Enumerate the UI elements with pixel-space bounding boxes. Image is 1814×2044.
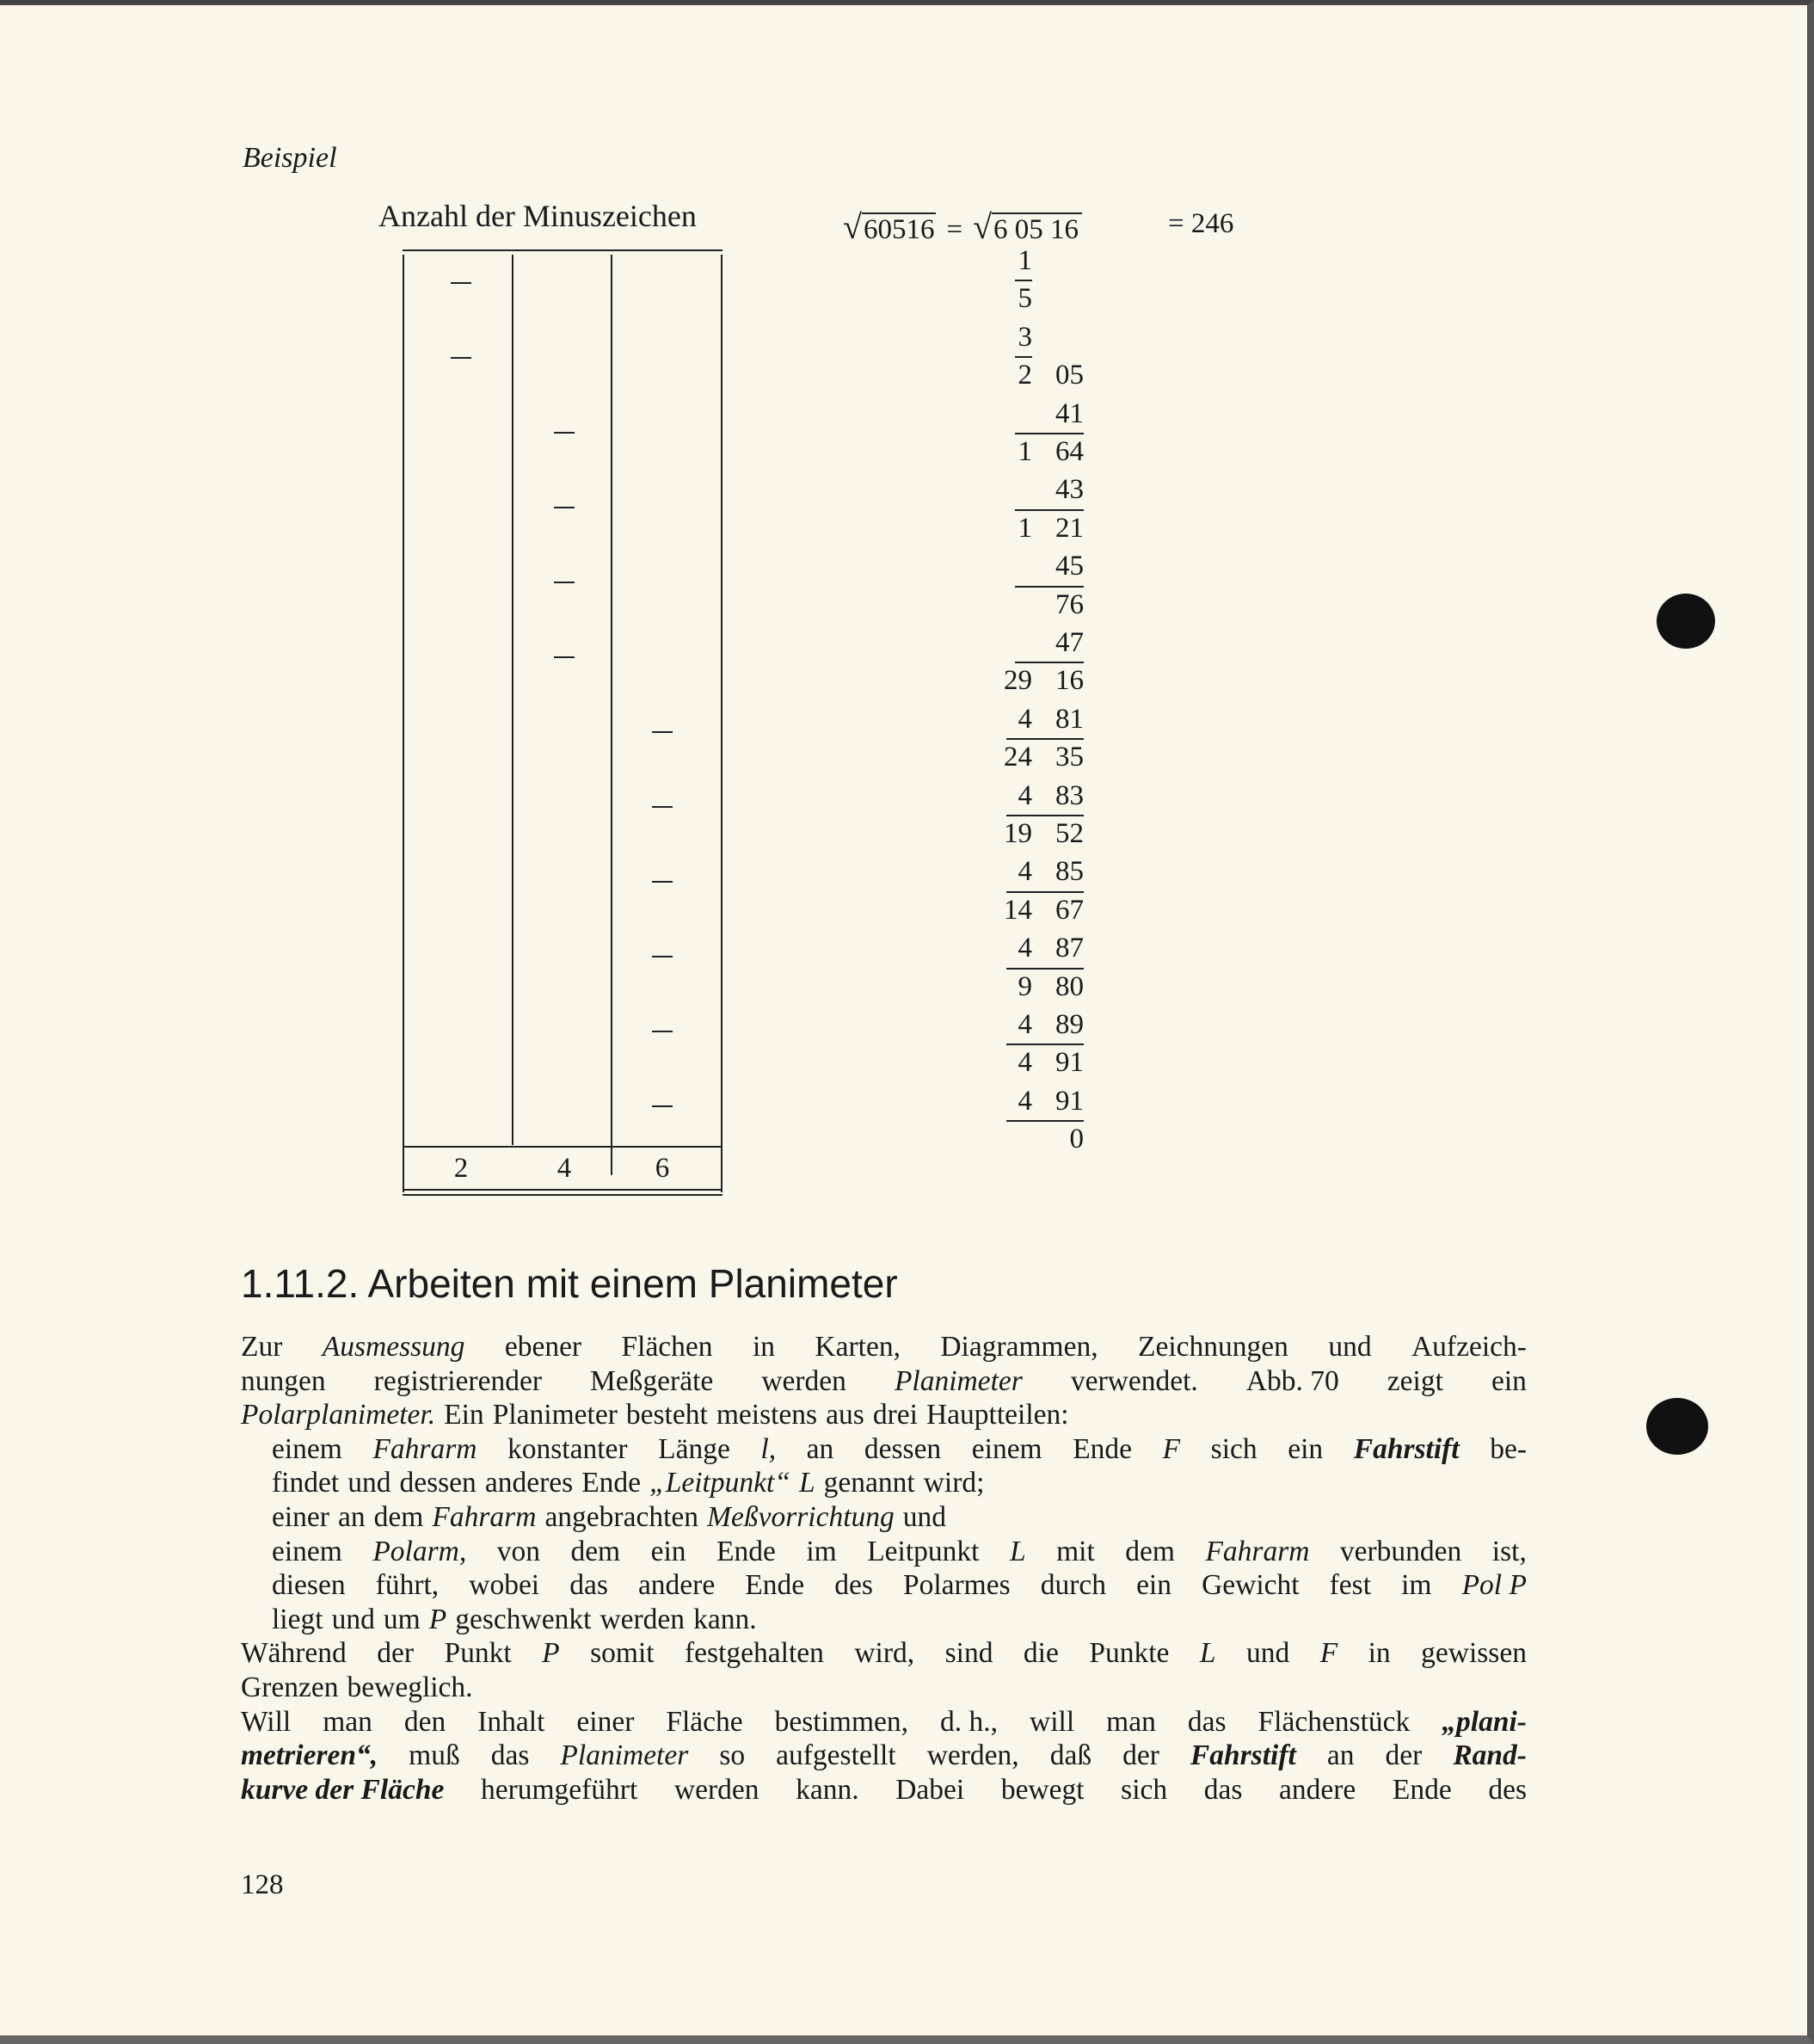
word: und	[1328, 1331, 1372, 1363]
word: in	[752, 1331, 776, 1363]
word: einem	[971, 1432, 1042, 1465]
word: d. h.,	[940, 1705, 999, 1738]
step-digits: 80	[1055, 970, 1084, 1002]
word: Abb. 70	[1245, 1364, 1339, 1397]
word: das	[490, 1739, 530, 1772]
subtraction-rule	[1006, 738, 1084, 740]
word: diesen	[272, 1569, 346, 1602]
word: werden,	[926, 1739, 1019, 1772]
word: drei	[872, 1399, 918, 1431]
section-heading: 1.11.2. Arbeiten mit einem Planimeter	[241, 1261, 898, 1306]
paragraph-line	[241, 1705, 1527, 1739]
word: beweglich.	[347, 1671, 473, 1703]
example-label: Beispiel	[243, 142, 337, 174]
word: l,	[760, 1432, 777, 1465]
word: ein	[1491, 1364, 1527, 1397]
word: festgehalten	[685, 1637, 824, 1670]
punch-hole	[1657, 594, 1715, 649]
word: man	[1106, 1705, 1156, 1738]
step-digits: 4	[1018, 933, 1032, 964]
list-item-line	[241, 1568, 1527, 1603]
word: Ende	[1073, 1432, 1133, 1465]
word: Leitpunkt	[867, 1535, 980, 1567]
body-text	[241, 1330, 1527, 1807]
step-digits: 43	[1055, 474, 1084, 506]
radical-sign: √	[843, 207, 862, 246]
word: im	[806, 1535, 837, 1567]
paragraph-line	[241, 1364, 1527, 1399]
word: fest	[1329, 1569, 1372, 1602]
word: L	[798, 1467, 815, 1499]
word: in	[1368, 1637, 1391, 1670]
word: Fahrarm	[432, 1500, 537, 1533]
subtraction-rule	[1015, 356, 1032, 358]
step-digits: 24	[1004, 742, 1032, 773]
word: durch	[1040, 1569, 1106, 1602]
word: Hauptteilen:	[925, 1399, 1069, 1431]
paragraph-line	[241, 1330, 1527, 1364]
paragraph-line	[241, 1398, 1527, 1432]
step-digits: 4	[1018, 779, 1032, 811]
word: und	[347, 1467, 391, 1499]
word: kurve der Fläche	[241, 1773, 445, 1806]
word: Ende	[745, 1569, 805, 1602]
word: der	[377, 1637, 415, 1670]
word: Fahrarm	[372, 1432, 477, 1465]
list-item-line	[241, 1535, 1527, 1569]
step-digits: 4	[1018, 1009, 1032, 1040]
word: werden	[673, 1773, 759, 1806]
word: die	[1023, 1637, 1059, 1670]
radical-sign: √	[973, 207, 993, 246]
word: und	[1245, 1637, 1290, 1670]
word: einem	[272, 1535, 342, 1567]
subtraction-rule	[1006, 968, 1084, 970]
word: verbunden	[1339, 1535, 1462, 1567]
word: Polarplanimeter.	[241, 1399, 436, 1431]
word: sich	[1210, 1432, 1258, 1465]
word: „plani-	[1442, 1705, 1527, 1738]
step-digits: 4	[1018, 1085, 1032, 1117]
word: kann.	[693, 1603, 757, 1635]
word: an	[338, 1500, 366, 1533]
list-item-line	[241, 1432, 1527, 1467]
word: dem	[570, 1535, 621, 1567]
punch-hole	[1646, 1398, 1708, 1455]
word: „Leitpunkt“	[649, 1467, 790, 1499]
word: sind	[944, 1637, 993, 1670]
word: nungen	[241, 1364, 326, 1397]
paragraph-line	[241, 1671, 1527, 1705]
word: be-	[1490, 1432, 1527, 1465]
step-digits: 81	[1055, 703, 1084, 735]
step-digits: 4	[1018, 856, 1032, 888]
word: Karten,	[815, 1331, 901, 1363]
step-digits: 35	[1055, 742, 1084, 773]
word: das	[569, 1569, 608, 1602]
word: Dabei	[895, 1773, 965, 1806]
step-digits: 9	[1018, 970, 1032, 1002]
subtraction-rule	[1006, 1120, 1084, 1122]
word: Planimeter	[894, 1364, 1023, 1397]
word: will	[1030, 1705, 1075, 1738]
word: einer	[576, 1705, 635, 1738]
step-digits: 1	[1018, 512, 1032, 544]
step-digits: 91	[1055, 1085, 1084, 1117]
word: L	[1009, 1535, 1026, 1567]
word: aus	[826, 1399, 864, 1431]
step-digits: 85	[1055, 856, 1084, 888]
step-digits: 47	[1055, 627, 1084, 658]
word: mit	[1056, 1535, 1095, 1567]
word: Diagrammen,	[940, 1331, 1098, 1363]
list-item-line	[241, 1603, 1527, 1637]
subtraction-rule	[1015, 280, 1032, 281]
paragraph-line	[241, 1739, 1527, 1773]
word: Will	[241, 1705, 292, 1738]
word: Länge	[658, 1432, 730, 1465]
word: somit	[590, 1637, 655, 1670]
subtraction-rule	[1006, 1044, 1084, 1045]
subtraction-rule	[1015, 509, 1084, 511]
word: ebener	[504, 1331, 582, 1363]
step-digits: 89	[1055, 1009, 1084, 1040]
word: P	[428, 1603, 447, 1635]
subtraction-rule	[1015, 586, 1084, 588]
word: dem	[373, 1500, 424, 1533]
word: Punkt	[444, 1637, 512, 1670]
word: des	[834, 1569, 873, 1602]
word: man	[323, 1705, 372, 1738]
word: verwendet.	[1070, 1364, 1198, 1397]
word: den	[403, 1705, 446, 1738]
word: Polarm,	[372, 1535, 467, 1567]
word: des	[1488, 1773, 1527, 1806]
word: Ausmessung	[322, 1331, 465, 1363]
word: dessen	[399, 1467, 477, 1499]
word: Pol P	[1461, 1569, 1527, 1602]
step-digits: 67	[1055, 894, 1084, 926]
word: gewissen	[1421, 1637, 1527, 1670]
step-digits: 83	[1055, 779, 1084, 811]
step-digits: 52	[1055, 818, 1084, 849]
word: einer	[272, 1500, 329, 1533]
word: Planimeter	[560, 1739, 689, 1772]
word: von	[496, 1535, 540, 1567]
step-digits: 29	[1004, 665, 1032, 697]
word: ist,	[1491, 1535, 1527, 1567]
step-digits: 1	[1018, 245, 1032, 276]
radicand-value: 60516	[863, 214, 935, 245]
word: ein	[1288, 1432, 1324, 1465]
word: werden	[761, 1364, 846, 1397]
word: andere	[1279, 1773, 1356, 1806]
word: Ende	[581, 1467, 642, 1499]
word: ein	[650, 1535, 686, 1567]
word: Ein	[444, 1399, 484, 1431]
word: Zur	[241, 1331, 283, 1363]
word: aufgestellt	[776, 1739, 896, 1772]
word: daß	[1049, 1739, 1092, 1772]
step-digits: 16	[1055, 665, 1084, 697]
word: Flächenstück	[1258, 1705, 1411, 1738]
step-digits: 76	[1055, 588, 1084, 620]
step-digits: 4	[1018, 1047, 1032, 1079]
paragraph-line	[241, 1773, 1527, 1807]
word: Fahrstift	[1190, 1739, 1296, 1772]
paragraph-line	[241, 1636, 1527, 1671]
word: metrieren“,	[241, 1739, 378, 1772]
column-total: 2	[453, 1153, 469, 1184]
step-digits: 2	[1018, 360, 1032, 391]
word: bestimmen,	[774, 1705, 909, 1738]
word: Aufzeich-	[1411, 1331, 1527, 1363]
word: liegt	[272, 1603, 323, 1635]
word: herumgeführt	[480, 1773, 638, 1806]
step-digits: 19	[1004, 818, 1032, 849]
word: dessen	[864, 1432, 942, 1465]
column-total: 4	[556, 1153, 572, 1184]
word: Polarmes	[902, 1569, 1011, 1602]
step-digits: 0	[1069, 1124, 1084, 1155]
word: wird;	[923, 1467, 985, 1499]
word: Fahrarm	[1205, 1535, 1310, 1567]
list-item-line	[241, 1500, 1527, 1535]
step-digits: 5	[1018, 283, 1032, 315]
word: Flächen	[621, 1331, 713, 1363]
word: werden	[600, 1603, 686, 1635]
word: F	[1162, 1432, 1181, 1465]
list-item-line	[241, 1466, 1527, 1500]
subtraction-rule	[1006, 891, 1084, 893]
step-digits: 21	[1055, 512, 1084, 544]
step-digits: 3	[1018, 321, 1032, 353]
step-digits: 41	[1055, 397, 1084, 429]
word: anderes	[484, 1467, 574, 1499]
word: Grenzen	[241, 1671, 339, 1703]
word: Meßvorrichtung	[707, 1500, 895, 1533]
word: Während	[241, 1637, 347, 1670]
word: Punkte	[1089, 1637, 1170, 1670]
word: geschwenkt	[455, 1603, 592, 1635]
step-digits: 14	[1004, 894, 1032, 926]
word: bewegt	[1000, 1773, 1085, 1806]
grouped-radicand: 6 05 16	[992, 212, 1082, 245]
word: kann.	[796, 1773, 859, 1806]
word: und	[331, 1603, 375, 1635]
step-digits: 1	[1018, 436, 1032, 467]
word: registrierender	[373, 1364, 542, 1397]
word: Inhalt	[477, 1705, 545, 1738]
word: konstanter	[507, 1432, 628, 1465]
word: besteht	[625, 1399, 708, 1431]
word: Planimeter	[492, 1399, 618, 1431]
word: Ende	[1392, 1773, 1452, 1806]
word: sich	[1121, 1773, 1168, 1806]
table-caption: Anzahl der Minuszeichen	[378, 199, 697, 233]
word: und	[902, 1500, 947, 1533]
subtraction-rule	[1015, 662, 1084, 663]
word: der	[1122, 1739, 1159, 1772]
word: das	[1187, 1705, 1227, 1738]
word: P	[542, 1637, 560, 1670]
word: Fläche	[666, 1705, 743, 1738]
subtraction-rule	[1015, 433, 1084, 434]
word: führt,	[375, 1569, 440, 1602]
word: ein	[1136, 1569, 1171, 1602]
word: an	[806, 1432, 834, 1465]
sqrt-result: = 246	[1168, 208, 1234, 239]
word: genannt	[823, 1467, 915, 1499]
column-total: 6	[655, 1153, 670, 1184]
word: L	[1199, 1637, 1216, 1670]
word: meistens	[716, 1399, 818, 1431]
word: angebrachten	[544, 1500, 698, 1533]
step-digits: 87	[1055, 933, 1084, 964]
word: wird,	[854, 1637, 915, 1670]
word: Zeichnungen	[1138, 1331, 1288, 1363]
step-digits: 91	[1055, 1047, 1084, 1079]
word: wobei	[469, 1569, 540, 1602]
word: das	[1203, 1773, 1243, 1806]
word: Gewicht	[1202, 1569, 1300, 1602]
word: Rand-	[1453, 1739, 1527, 1772]
word: der	[1385, 1739, 1423, 1772]
word: findet	[272, 1467, 340, 1499]
subtraction-rule	[1006, 815, 1084, 816]
word: muß	[409, 1739, 460, 1772]
word: so	[719, 1739, 746, 1772]
word: Fahrstift	[1353, 1432, 1460, 1465]
step-digits: 4	[1018, 703, 1032, 735]
sqrt-radicand: √60516 = √6 05 16	[843, 206, 1082, 247]
word: im	[1401, 1569, 1432, 1602]
step-digits: 64	[1055, 436, 1084, 467]
word: F	[1319, 1637, 1338, 1670]
step-digits: 45	[1055, 551, 1084, 582]
page-number: 128	[241, 1869, 284, 1900]
word: an	[1326, 1739, 1355, 1772]
word: um	[383, 1603, 421, 1635]
word: dem	[1125, 1535, 1175, 1567]
step-digits: 05	[1055, 360, 1084, 391]
word: einem	[272, 1432, 342, 1465]
word: andere	[637, 1569, 716, 1602]
word: zeigt	[1387, 1364, 1443, 1397]
word: Ende	[716, 1535, 776, 1567]
word: Meßgeräte	[590, 1364, 714, 1397]
